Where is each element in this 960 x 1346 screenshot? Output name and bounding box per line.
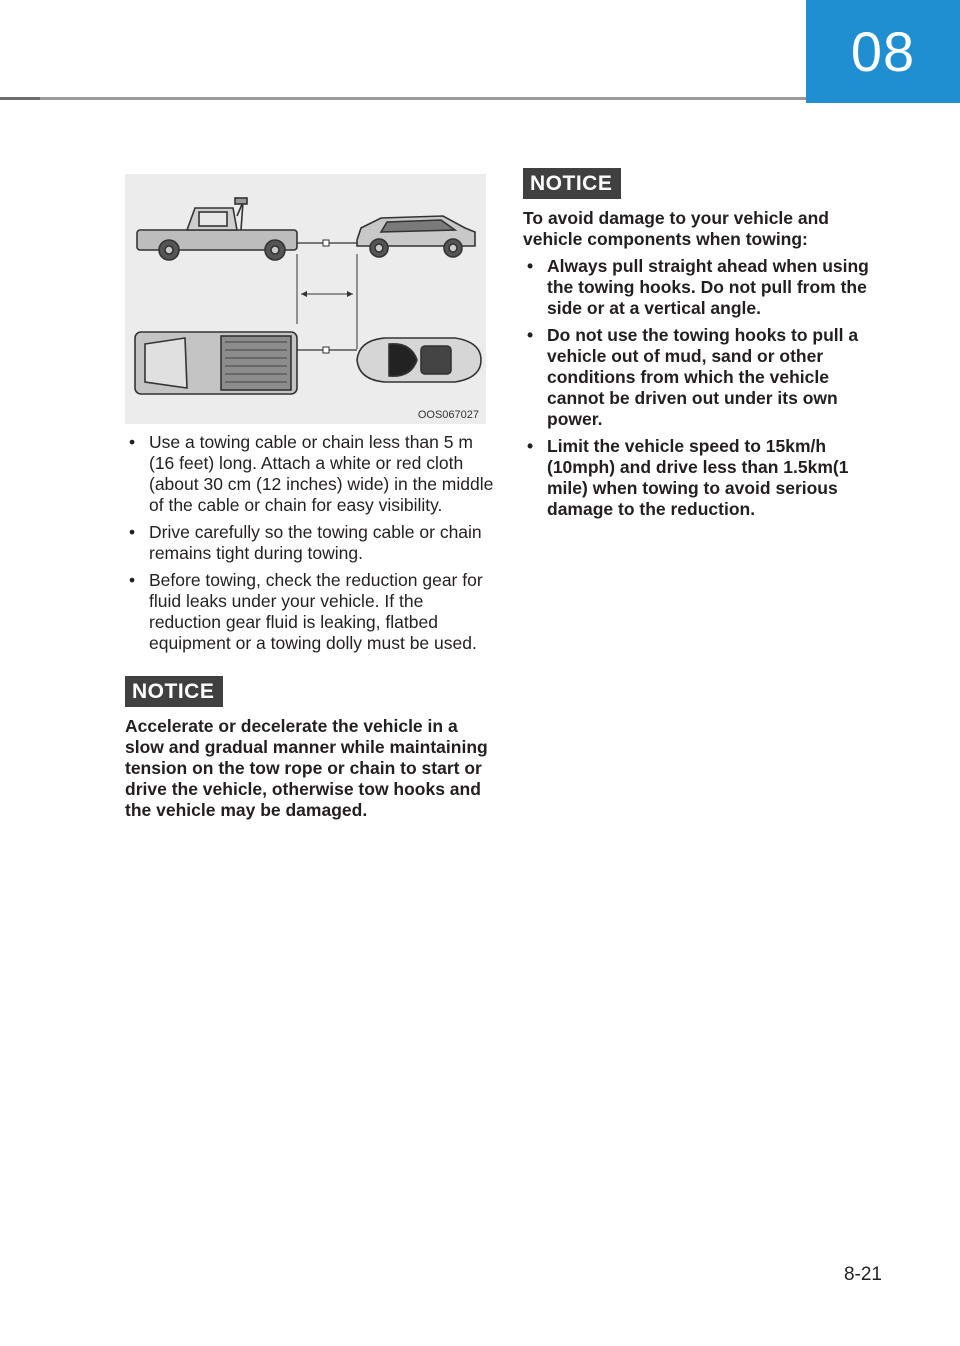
left-column bbox=[125, 432, 495, 821]
list-item: • Limit the vehicle speed to 15km/h (10mph) and drive less than 1.5km(1 mile) when towing to avoid serious damage to the reduction. bbox=[523, 436, 878, 520]
chapter-number: 08 bbox=[850, 20, 916, 83]
tow-truck-top-icon bbox=[135, 332, 297, 394]
cable-marker-top bbox=[323, 347, 329, 353]
list-item: • Always pull straight ahead when using the towing hooks. Do not pull from the side or at a vertical angle. bbox=[523, 256, 878, 319]
notice-text: Accelerate or decelerate the vehicle in a slow and gradual manner while maintaining tension on the tow rope or chain to start or drive the vehicle, otherwise tow hooks and the vehicle may be damaged. bbox=[125, 716, 488, 820]
towing-instructions-list bbox=[125, 432, 495, 654]
list-item: • Use a towing cable or chain less than 5 m (16 feet) long. Attach a white or red cloth (about 30 cm (12 inches) wide) in the middle of the cable or chain for easy visibility. bbox=[125, 432, 495, 516]
figure-code: OOS067027 bbox=[417, 409, 479, 421]
header-rule bbox=[0, 97, 806, 100]
notice-box-left bbox=[125, 676, 495, 821]
suv-side-icon bbox=[357, 216, 475, 257]
notice-list bbox=[523, 256, 878, 520]
towing-diagram-svg bbox=[125, 174, 486, 424]
towing-illustration bbox=[125, 174, 486, 424]
cable-marker-side bbox=[323, 240, 329, 246]
list-item: • Before towing, check the reduction gear for fluid leaks under your vehicle. If the reduction gear fluid is leaking, flatbed equipment or a towing dolly must be used. bbox=[125, 570, 495, 654]
notice-label: NOTICE bbox=[125, 676, 223, 707]
list-item: • Do not use the towing hooks to pull a vehicle out of mud, sand or other conditions from which the vehicle cannot be driven out under its own power. bbox=[523, 325, 878, 430]
list-item: • Drive carefully so the towing cable or chain remains tight during towing. bbox=[125, 522, 495, 564]
notice-label: NOTICE bbox=[523, 168, 621, 199]
notice-intro: To avoid damage to your vehicle and vehicle components when towing: bbox=[523, 208, 829, 249]
header-rule-accent bbox=[0, 97, 40, 100]
tow-truck-side-icon bbox=[137, 198, 297, 260]
sedan-top-icon bbox=[357, 338, 481, 382]
page-number: 8-21 bbox=[843, 1264, 882, 1285]
chapter-tab bbox=[806, 0, 960, 103]
right-column bbox=[523, 168, 878, 526]
